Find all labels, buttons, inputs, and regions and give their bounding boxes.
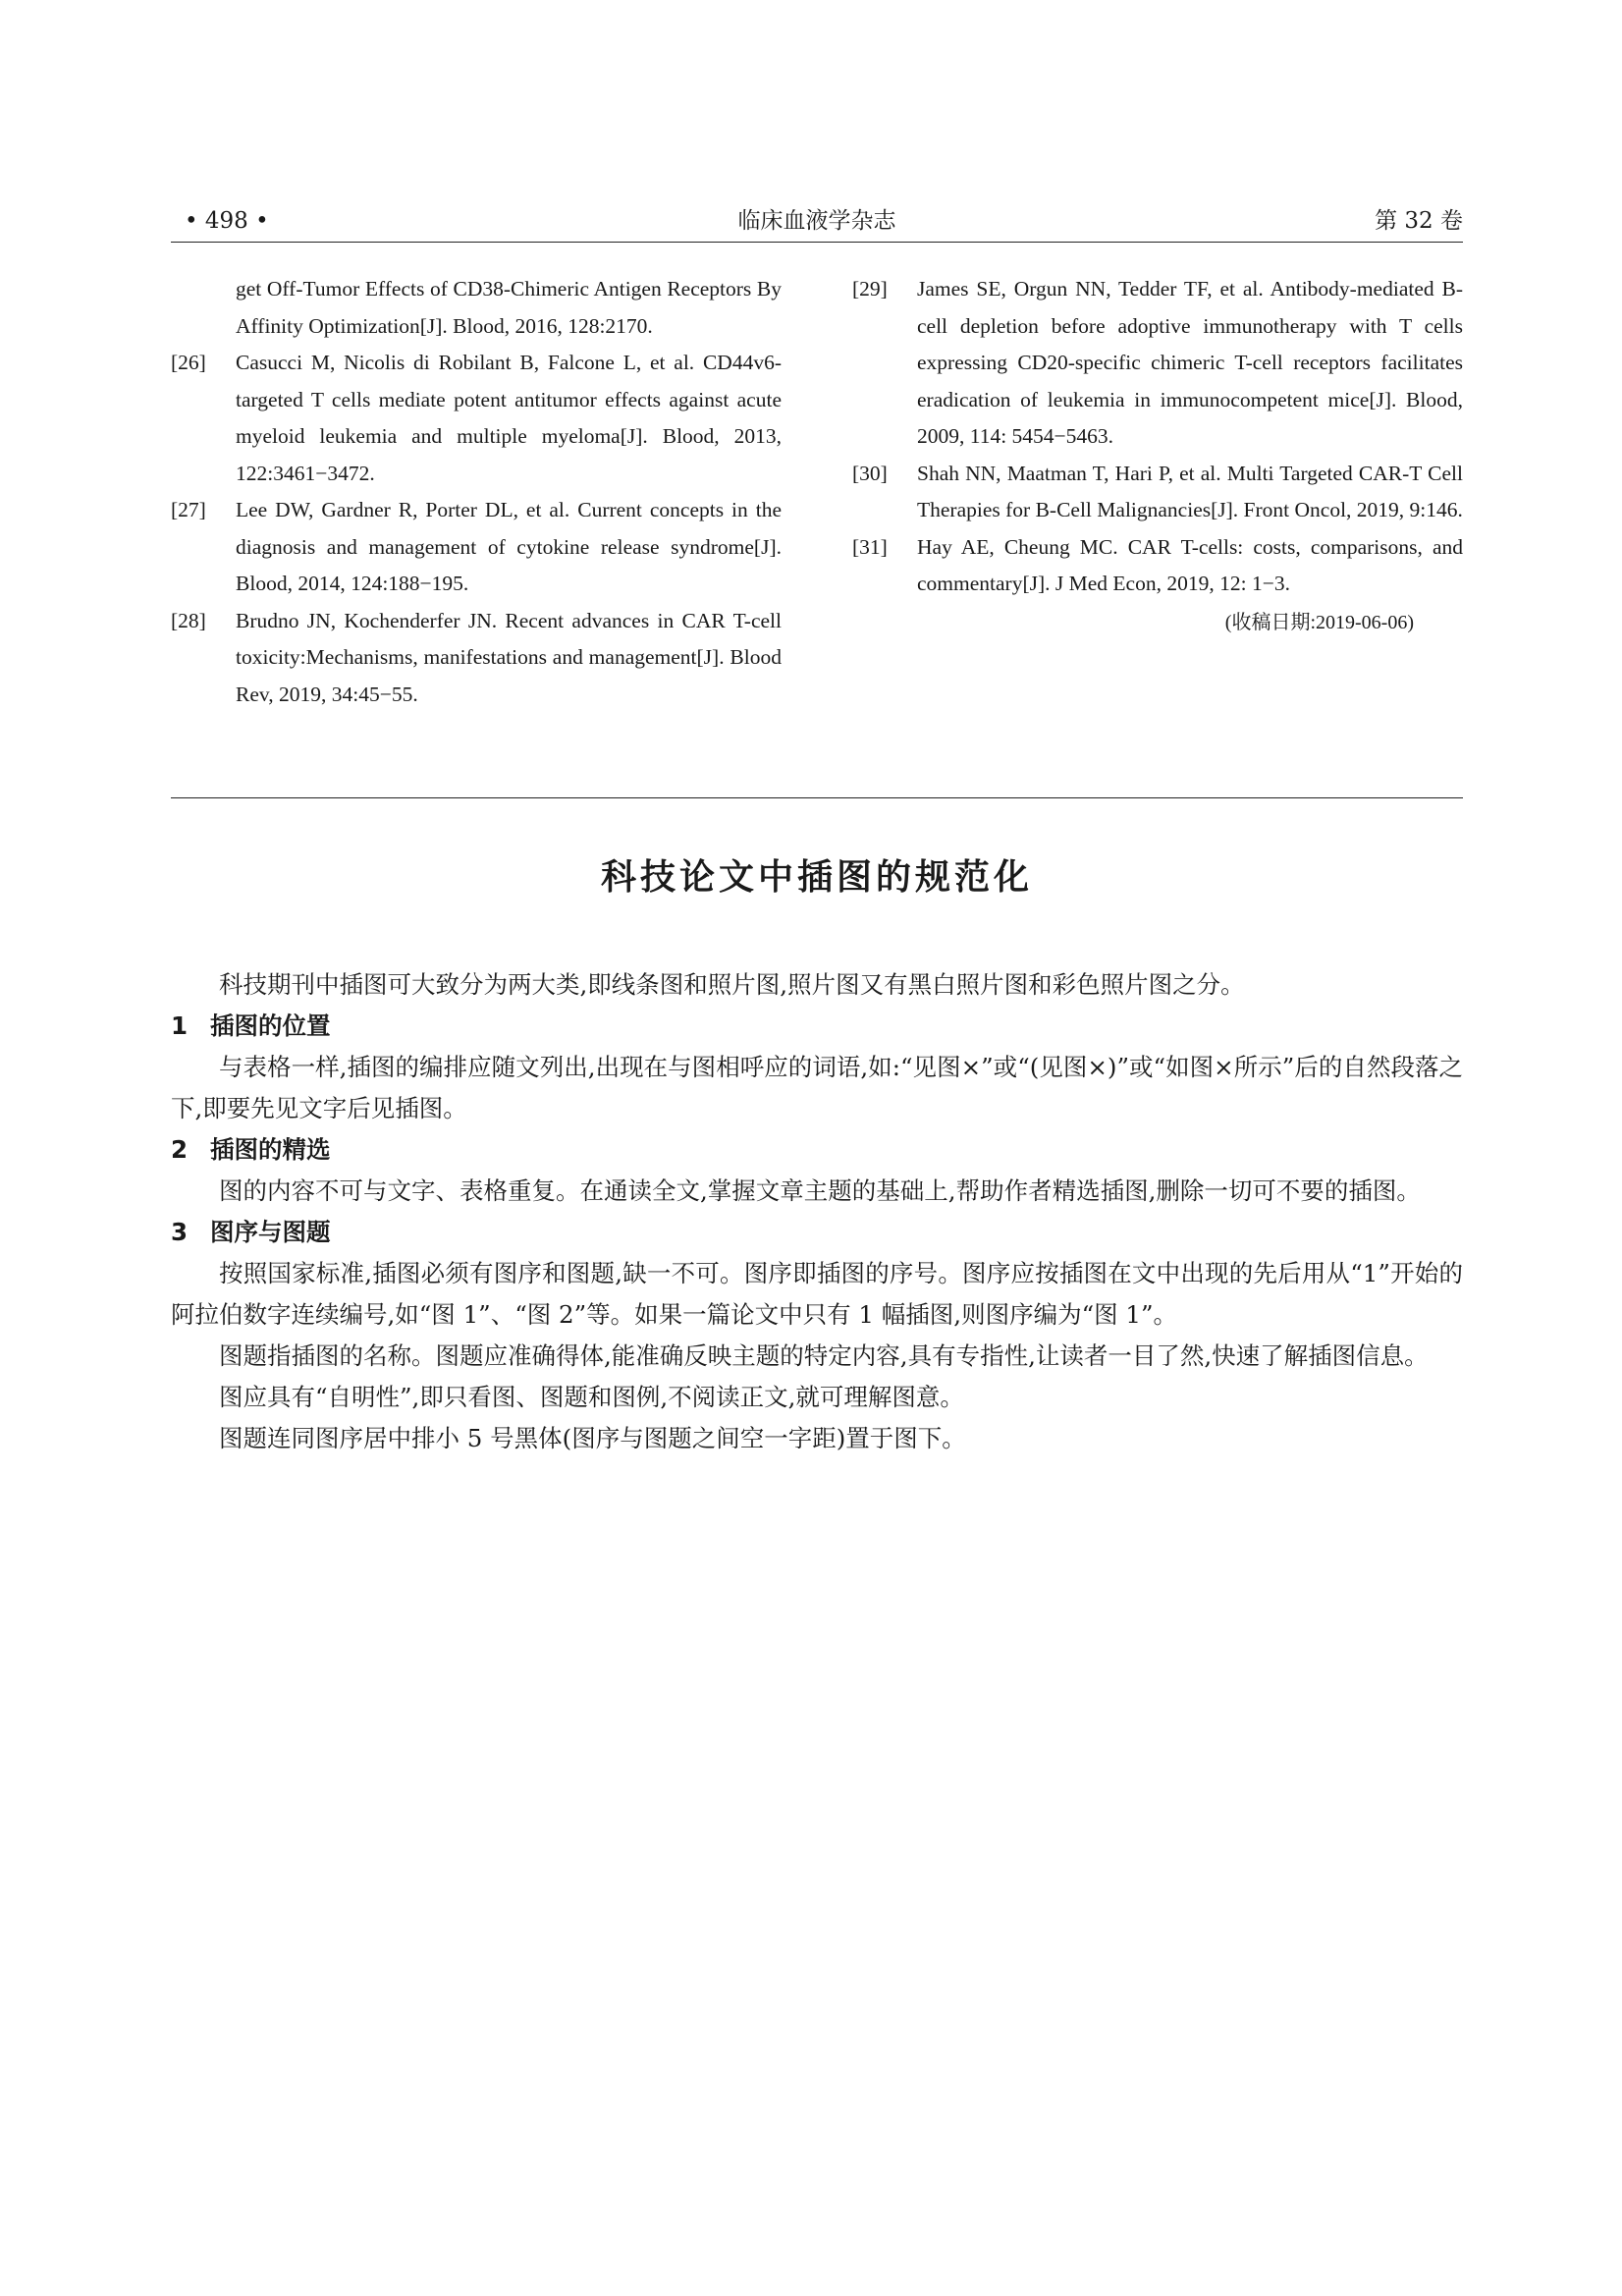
section-number: 3 bbox=[171, 1218, 189, 1246]
reference-number: [28] bbox=[171, 608, 206, 632]
page-number: • 498 • bbox=[185, 208, 269, 234]
page-header bbox=[171, 201, 1463, 241]
article-body bbox=[171, 964, 1463, 1459]
references-left-column bbox=[171, 271, 782, 713]
body-paragraph: 按照国家标准,插图必须有图序和图题,缺一不可。图序即插图的序号。图序应按插图在文中出现的先后用从“1”开始的阿拉伯数字连续编号,如“图 1”、“图 2”等。如果一篇论文中只有 1 幅插图,则图序编为“图 1”。 bbox=[171, 1259, 1463, 1329]
reference-text: James SE, Orgun NN, Tedder TF, et al. Antibody-mediated B-cell depletion before adoptive immunotherapy with T cells expressing CD20-specific chimeric T-cell receptors facilitates eradication of leukemia in immunocompetent mice[J]. Blood, 2009, 114: 5454−5463. bbox=[917, 277, 1463, 448]
references-right-column bbox=[852, 271, 1463, 641]
reference-text: Casucci M, Nicolis di Robilant B, Falcone L, et al. CD44v6-targeted T cells mediate potent antitumor effects against acute myeloid leukemia and multiple myeloma[J]. Blood, 2013, 122:3461−3472. bbox=[236, 351, 782, 485]
section-heading bbox=[171, 1129, 1463, 1171]
section-divider bbox=[171, 797, 1463, 798]
reference-number: [26] bbox=[171, 351, 206, 374]
section-heading-text: 插图的位置 bbox=[210, 1011, 331, 1040]
reference-item bbox=[171, 492, 782, 603]
reference-item bbox=[852, 456, 1463, 529]
section-heading bbox=[171, 1006, 1463, 1047]
intro-paragraph: 科技期刊中插图可大致分为两大类,即线条图和照片图,照片图又有黑白照片图和彩色照片图之分。 bbox=[219, 970, 1245, 999]
article-title: 科技论文中插图的规范化 bbox=[600, 857, 1033, 898]
body-paragraph: 图的内容不可与文字、表格重复。在通读全文,掌握文章主题的基础上,帮助作者精选插图,删除一切可不要的插图。 bbox=[219, 1176, 1421, 1205]
reference-number: [27] bbox=[171, 498, 206, 521]
body-paragraph: 图应具有“自明性”,即只看图、图题和图例,不阅读正文,就可理解图意。 bbox=[219, 1383, 964, 1411]
reference-text: Shah NN, Maatman T, Hari P, et al. Multi Targeted CAR-T Cell Therapies for B-Cell Malignancies[J]. Front Oncol, 2019, 9:146. bbox=[917, 461, 1463, 521]
section-number: 1 bbox=[171, 1011, 189, 1040]
body-paragraph: 图题连同图序居中排小 5 号黑体(图序与图题之间空一字距)置于图下。 bbox=[219, 1424, 966, 1452]
journal-name: 临床血液学杂志 bbox=[737, 208, 896, 234]
received-date: (收稿日期:2019-06-06) bbox=[1224, 611, 1414, 633]
volume-label: 第 32 卷 bbox=[1375, 208, 1463, 234]
reference-item bbox=[171, 271, 782, 345]
section-heading-text: 插图的精选 bbox=[210, 1135, 331, 1164]
body-paragraph: 图题指插图的名称。图题应准确得体,能准确反映主题的特定内容,具有专指性,让读者一目了然,快速了解插图信息。 bbox=[219, 1341, 1429, 1370]
section-heading-text: 图序与图题 bbox=[210, 1218, 331, 1246]
reference-item bbox=[852, 529, 1463, 603]
reference-text: Lee DW, Gardner R, Porter DL, et al. Current concepts in the diagnosis and management of cytokine release syndrome[J]. Blood, 2014, 124:188−195. bbox=[236, 498, 782, 595]
reference-item bbox=[171, 603, 782, 714]
reference-text: Brudno JN, Kochenderfer JN. Recent advances in CAR T-cell toxicity:Mechanisms, manifestations and management[J]. Blood Rev, 2019, 34:45−55. bbox=[236, 608, 782, 706]
reference-number: [30] bbox=[852, 461, 888, 485]
section-number: 2 bbox=[171, 1135, 189, 1164]
header-rule bbox=[171, 242, 1463, 243]
reference-number: [29] bbox=[852, 277, 888, 301]
reference-text: get Off-Tumor Effects of CD38-Chimeric Antigen Receptors By Affinity Optimization[J]. Blood, 2016, 128:2170. bbox=[236, 277, 782, 338]
body-paragraph: 与表格一样,插图的编排应随文列出,出现在与图相呼应的词语,如:“见图×”或“(见图×)”或“如图×所示”后的自然段落之下,即要先见文字后见插图。 bbox=[171, 1053, 1463, 1122]
section-heading bbox=[171, 1212, 1463, 1253]
reference-item bbox=[171, 345, 782, 492]
reference-text: Hay AE, Cheung MC. CAR T-cells: costs, comparisons, and commentary[J]. J Med Econ, 2019, 12: 1−3. bbox=[917, 534, 1463, 595]
reference-item bbox=[852, 271, 1463, 456]
reference-number: [31] bbox=[852, 534, 888, 559]
